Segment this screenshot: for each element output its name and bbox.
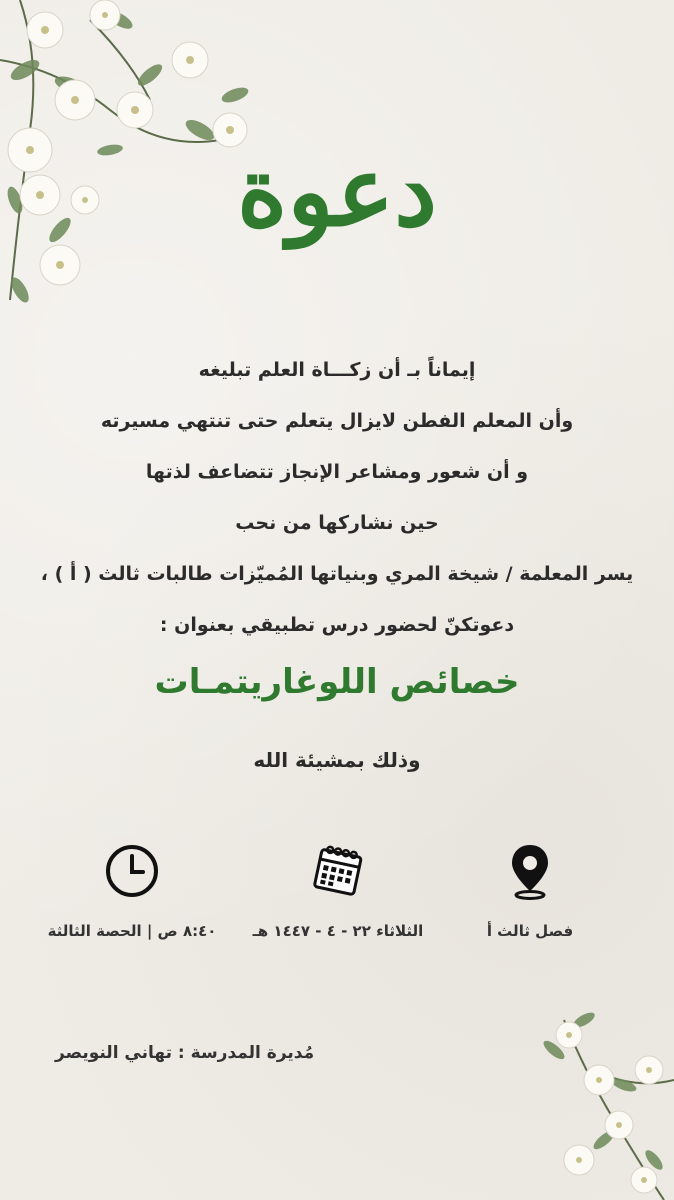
invitation-message — [0, 345, 674, 651]
message-line: حين نشاركها من نحب — [235, 512, 439, 534]
date-text: الثلاثاء ٢٢ - ٤ - ١٤٤٧ هـ — [252, 922, 424, 940]
clock-icon — [103, 842, 161, 900]
date-detail — [228, 840, 448, 940]
invitation-title: دعوة — [237, 135, 437, 248]
message-line: يسر المعلمة / شيخة المري وبنياتها المُميّزات طالبات ثالث ( أ ) ، — [40, 563, 634, 585]
message-line: دعوتكنّ لحضور درس تطبيقي بعنوان : — [159, 614, 515, 636]
closing-line: وذلك بمشيئة الله — [253, 748, 421, 772]
place-text: فصل ثالث أ — [486, 922, 574, 940]
place-detail — [420, 840, 640, 940]
floral-decoration-bottom-right — [524, 1010, 674, 1200]
time-text: ٨:٤٠ ص | الحصة الثالثة — [47, 922, 217, 940]
message-line: و أن شعور ومشاعر الإنجاز تتضاعف لذتها — [145, 461, 529, 483]
calendar-icon — [308, 841, 368, 901]
event-details — [0, 840, 674, 960]
message-line: وأن المعلم الفطن لايزال يتعلم حتى تنتهي مسيرته — [100, 410, 574, 432]
location-pin-icon — [505, 841, 555, 901]
time-detail — [22, 840, 242, 940]
message-line: إيماناً بـ أن زكـــاة العلم تبليغه — [198, 359, 476, 381]
lesson-title: خصائص اللوغاريتمـات — [154, 662, 520, 702]
principal-signature: مُديرة المدرسة : تهاني النويصر — [55, 1043, 315, 1063]
